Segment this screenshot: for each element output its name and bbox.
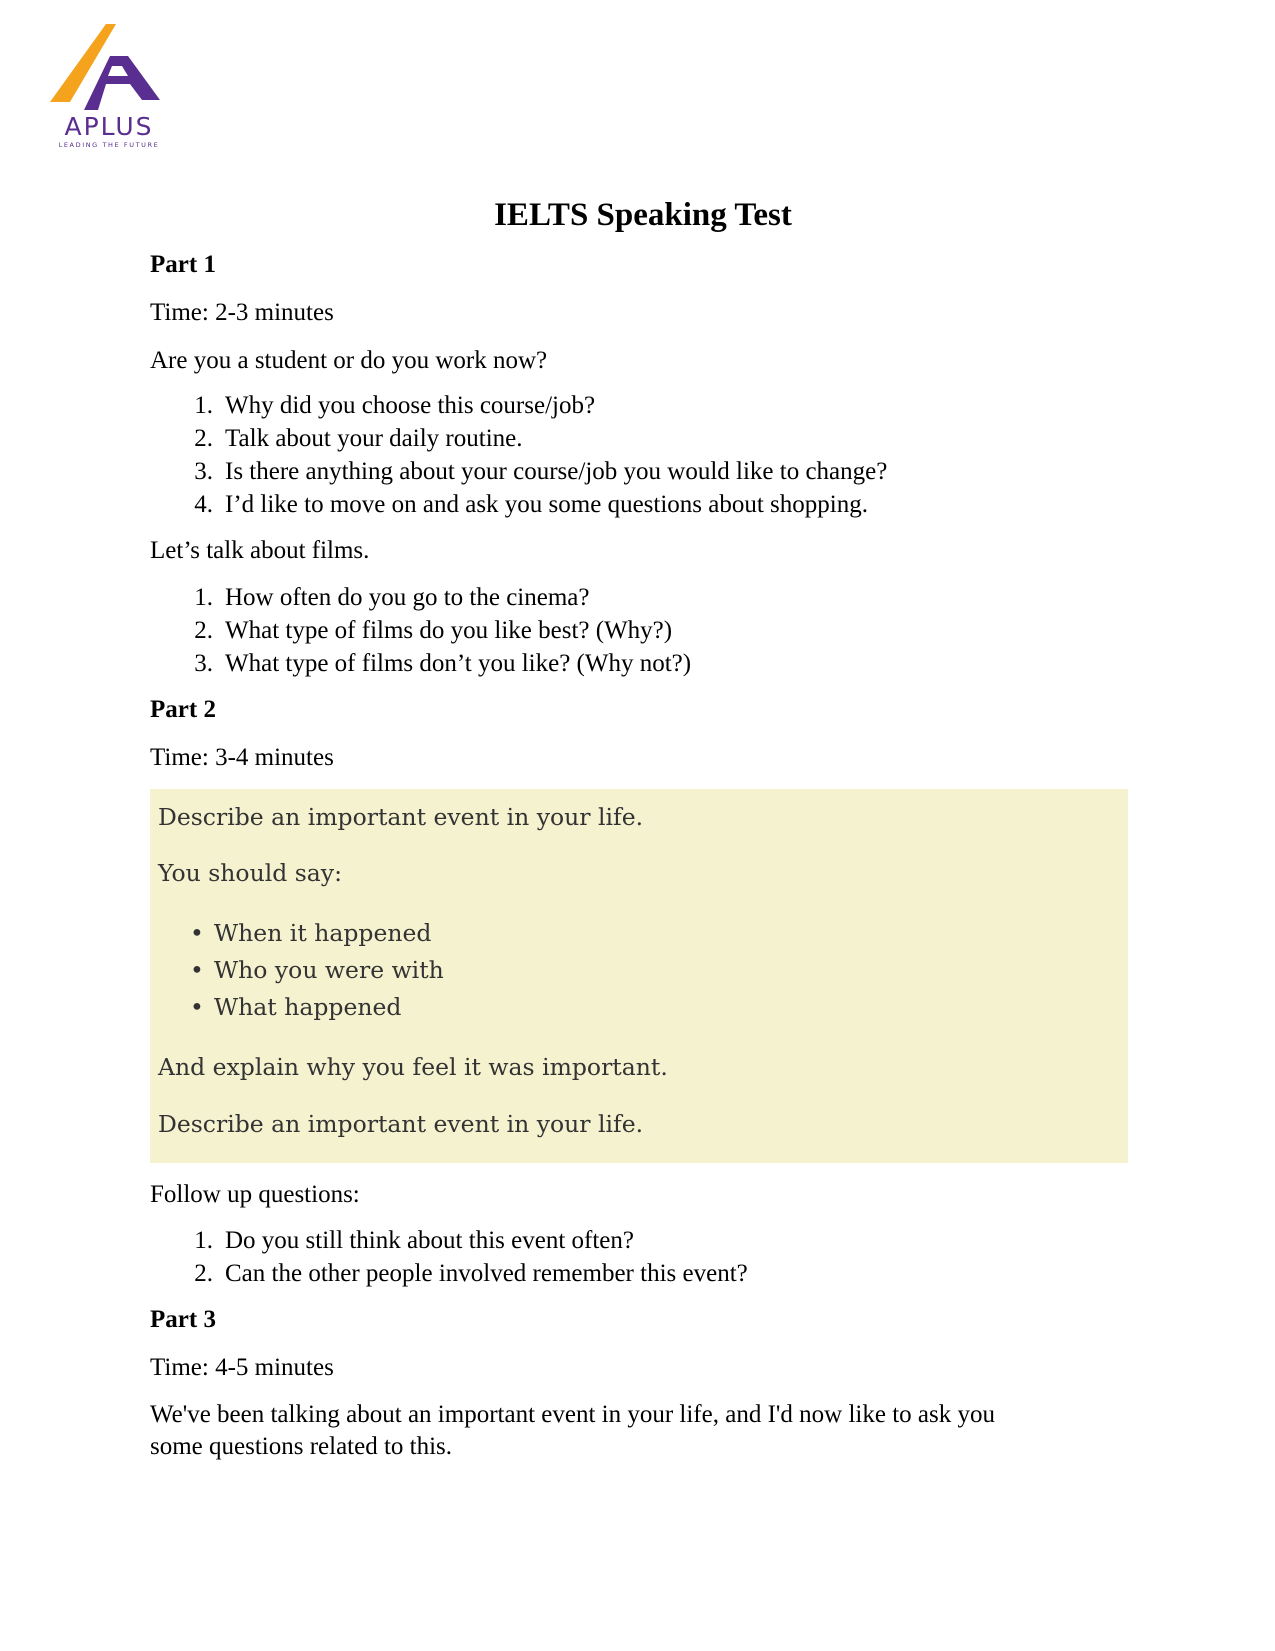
aplus-logo	[50, 22, 168, 152]
cue-card-bullet: • Who you were with	[190, 956, 444, 984]
list-item: 4. I’d like to move on and ask you some questions about shopping.	[194, 491, 868, 518]
part1-question-list	[150, 389, 1130, 521]
cue-card-should-say: You should say:	[158, 859, 342, 887]
part1-time: Time: 2-3 minutes	[150, 299, 334, 326]
cue-card	[150, 789, 1128, 1163]
list-item: 2. Can the other people involved remember this event?	[194, 1260, 748, 1287]
part3-intro-line2: some questions related to this.	[150, 1433, 453, 1460]
aplus-logo-icon	[50, 22, 168, 117]
cue-card-topic-repeat: Describe an important event in your life.	[158, 1110, 644, 1138]
part2-heading: Part 2	[150, 696, 216, 723]
part3-heading: Part 3	[150, 1306, 216, 1333]
cue-card-topic: Describe an important event in your life.	[158, 803, 644, 831]
list-item: 1. Do you still think about this event often?	[194, 1227, 634, 1254]
list-item: 3. Is there anything about your course/job you would like to change?	[194, 458, 888, 485]
list-item: 1. How often do you go to the cinema?	[194, 584, 590, 611]
films-question-list	[150, 581, 1130, 680]
cue-card-bullet: • What happened	[190, 993, 402, 1021]
list-item: 2. What type of films do you like best? (Why?)	[194, 617, 673, 644]
logo-tagline: LEADING THE FUTURE	[58, 141, 160, 149]
page-title: IELTS Speaking Test	[494, 197, 792, 233]
list-item: 1. Why did you choose this course/job?	[194, 392, 596, 419]
followup-label: Follow up questions:	[150, 1181, 360, 1208]
logo-wordmark: APLUS	[64, 112, 154, 141]
cue-card-explain: And explain why you feel it was important.	[158, 1053, 668, 1081]
part2-time: Time: 3-4 minutes	[150, 744, 334, 771]
part1-heading: Part 1	[150, 251, 216, 278]
document-body	[150, 195, 1130, 1462]
list-item: 3. What type of films don’t you like? (Why not?)	[194, 650, 692, 677]
list-item: 2. Talk about your daily routine.	[194, 425, 523, 452]
films-intro: Let’s talk about films.	[150, 537, 370, 564]
part3-intro-line1: We've been talking about an important event in your life, and I'd now like to ask you	[150, 1401, 995, 1428]
cue-card-bullet: • When it happened	[190, 919, 432, 947]
followup-question-list	[150, 1224, 1130, 1290]
part3-time: Time: 4-5 minutes	[150, 1354, 334, 1381]
part1-intro: Are you a student or do you work now?	[150, 347, 548, 374]
